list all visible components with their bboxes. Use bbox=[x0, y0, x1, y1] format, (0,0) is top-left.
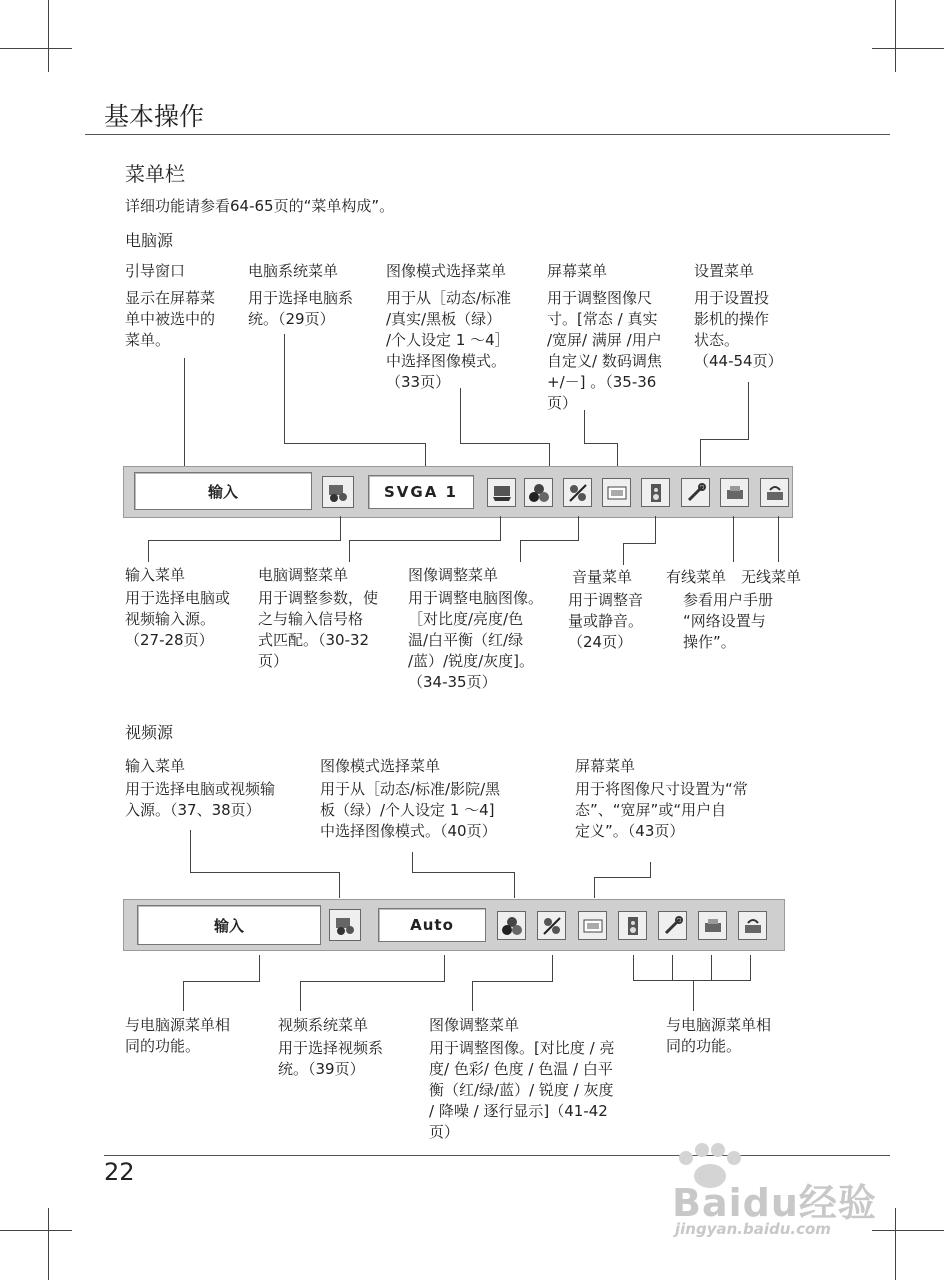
leader-line bbox=[650, 862, 651, 878]
leader-line bbox=[339, 872, 340, 898]
image-adjust-icon[interactable] bbox=[563, 478, 592, 507]
leader-line bbox=[284, 443, 425, 444]
image-mode-icon[interactable] bbox=[497, 911, 526, 940]
annotation-video-system-menu: 视频系统菜单 用于选择视频系 统。（39页） bbox=[278, 1016, 384, 1078]
leader-line bbox=[300, 981, 445, 982]
leader-line bbox=[633, 955, 634, 981]
leader-line bbox=[259, 955, 260, 982]
video-heading: 视频源 bbox=[125, 723, 174, 742]
volume-icon[interactable] bbox=[618, 911, 647, 940]
leader-line bbox=[733, 516, 734, 562]
leader-line bbox=[549, 443, 550, 467]
leader-line bbox=[520, 540, 579, 541]
annotation-video-input-menu: 输入菜单 用于选择电脑或视频输 入源。（37、38页） bbox=[125, 757, 276, 819]
annotation-volume-menu: 音量菜单 用于调整音 量或静音。 （24页） bbox=[568, 568, 644, 651]
leader-line bbox=[460, 443, 549, 444]
leader-line bbox=[183, 981, 260, 982]
leader-line bbox=[693, 980, 694, 1011]
annotation-video-image-adjust-menu: 图像调整菜单 用于调整图像。[对比度 / 亮 度/ 色彩/ 色度 / 色温 / 白平 衡（红/绿/蓝）/ 锐度 / 灰度 / 降噪 / 逐行显示]（41-42 页） bbox=[429, 1016, 615, 1141]
leader-line bbox=[584, 443, 617, 444]
leader-line bbox=[711, 955, 712, 981]
leader-line bbox=[412, 852, 413, 873]
annotation-guide-window: 引导窗口 显示在屏幕菜 单中被选中的 菜单。 bbox=[125, 262, 216, 349]
annotation-image-adjust-menu: 图像调整菜单 用于调整电脑图像。 ［对比度/亮度/色 温/白平衡（红/绿 /蓝）/锐度/灰度]。 （34-35页） bbox=[408, 566, 544, 691]
pc-adjust-icon[interactable] bbox=[487, 478, 516, 507]
leader-line bbox=[672, 955, 673, 981]
leader-line bbox=[349, 540, 350, 562]
leader-line bbox=[300, 981, 301, 1011]
footer-rule bbox=[104, 1155, 890, 1156]
leader-line bbox=[190, 830, 191, 873]
chapter-title: 基本操作 bbox=[104, 102, 205, 131]
leader-line bbox=[633, 980, 751, 981]
leader-line bbox=[578, 516, 579, 540]
leader-line bbox=[349, 540, 501, 541]
leader-line bbox=[183, 981, 184, 1011]
crop-mark bbox=[872, 1230, 944, 1231]
header-rule bbox=[85, 134, 890, 135]
screen-icon[interactable] bbox=[602, 478, 631, 507]
input-menu-icon[interactable] bbox=[322, 476, 354, 508]
leader-line bbox=[748, 382, 749, 440]
crop-mark bbox=[895, 1208, 896, 1280]
leader-line bbox=[584, 410, 585, 444]
leader-line bbox=[184, 358, 185, 466]
annotation-pc-system-menu: 电脑系统菜单 用于选择电脑系 统。（29页） bbox=[248, 262, 354, 328]
annotation-network-reference: 参看用户手册 “网络设置与 操作”。 bbox=[683, 591, 774, 651]
leader-line bbox=[425, 443, 426, 467]
intro-text: 详细功能请参看64-65页的“菜单构成”。 bbox=[125, 197, 395, 215]
annotation-same-as-computer-right: 与电脑源菜单相 同的功能。 bbox=[666, 1016, 772, 1055]
annotation-wireless-menu-title: 无线菜单 bbox=[741, 568, 802, 586]
crop-mark bbox=[0, 1230, 72, 1231]
crop-mark bbox=[48, 1208, 49, 1280]
annotation-video-screen-menu: 屏幕菜单 用于将图像尺寸设置为“常 态”、“宽屏”或“用户自 定义”。（43页） bbox=[575, 757, 748, 840]
leader-line bbox=[520, 540, 521, 562]
leader-line bbox=[617, 443, 618, 467]
volume-icon[interactable] bbox=[641, 478, 670, 507]
screen-icon[interactable] bbox=[578, 911, 607, 940]
leader-line bbox=[284, 334, 285, 444]
leader-line bbox=[700, 439, 701, 467]
annotation-same-as-computer-left: 与电脑源菜单相 同的功能。 bbox=[125, 1016, 231, 1055]
annotation-wired-menu-title: 有线菜单 bbox=[666, 568, 727, 586]
setting-icon[interactable] bbox=[681, 478, 710, 507]
crop-mark bbox=[0, 48, 72, 49]
section-title: 菜单栏 bbox=[125, 162, 185, 186]
annotation-input-menu: 输入菜单 用于选择电脑或 视频输入源。 （27-28页） bbox=[125, 566, 231, 649]
annotation-setting-menu: 设置菜单 用于设置投 影机的操作 状态。 （44-54页） bbox=[694, 262, 783, 370]
leader-line bbox=[778, 516, 779, 562]
computer-input-field: 输入 bbox=[134, 472, 312, 510]
leader-line bbox=[500, 516, 501, 540]
video-system-field: Auto bbox=[378, 908, 486, 942]
annotation-image-mode-menu: 图像模式选择菜单 用于从［动态/标准 /真实/黑板（绿） /个人设定 1 ～4］ 中选择图像模式。 （33页） bbox=[386, 262, 512, 391]
leader-line bbox=[623, 543, 624, 565]
leader-line bbox=[655, 516, 656, 544]
image-mode-icon[interactable] bbox=[524, 478, 553, 507]
crop-mark bbox=[872, 48, 944, 49]
leader-line bbox=[340, 516, 341, 540]
annotation-video-image-mode-menu: 图像模式选择菜单 用于从［动态/标准/影院/黑 板（绿）/个人设定 1 ～4] 中选择图像模式。（40页） bbox=[320, 757, 501, 840]
annotation-pc-adjust-menu: 电脑调整菜单 用于调整参数，使 之与输入信号格 式匹配。（30-32 页） bbox=[258, 566, 379, 670]
leader-line bbox=[750, 955, 751, 981]
page-number: 22 bbox=[104, 1158, 135, 1186]
leader-line bbox=[148, 540, 149, 562]
wireless-network-icon[interactable] bbox=[738, 911, 767, 940]
computer-system-field: SVGA 1 bbox=[368, 475, 474, 509]
leader-line bbox=[460, 388, 461, 444]
leader-line bbox=[148, 540, 341, 541]
image-adjust-icon[interactable] bbox=[537, 911, 566, 940]
setting-icon[interactable] bbox=[658, 911, 687, 940]
leader-line bbox=[594, 877, 595, 898]
wireless-network-icon[interactable] bbox=[760, 478, 789, 507]
input-menu-icon[interactable] bbox=[329, 909, 361, 941]
wired-network-icon[interactable] bbox=[698, 911, 727, 940]
leader-line bbox=[552, 955, 553, 982]
computer-heading: 电脑源 bbox=[125, 231, 174, 250]
leader-line bbox=[594, 877, 651, 878]
paw-logo-icon bbox=[672, 1140, 710, 1168]
leader-line bbox=[472, 981, 553, 982]
leader-line bbox=[190, 872, 339, 873]
leader-line bbox=[472, 981, 473, 1011]
leader-line bbox=[412, 872, 514, 873]
watermark-brand: Baidu经验 bbox=[672, 1181, 877, 1225]
leader-line bbox=[514, 872, 515, 898]
crop-mark bbox=[48, 0, 49, 72]
leader-line bbox=[444, 955, 445, 982]
leader-line bbox=[623, 543, 656, 544]
leader-line bbox=[700, 439, 749, 440]
watermark-url: jingyan.baidu.com bbox=[675, 1220, 831, 1238]
wired-network-icon[interactable] bbox=[720, 478, 749, 507]
video-input-field: 输入 bbox=[137, 905, 321, 945]
crop-mark bbox=[895, 0, 896, 72]
annotation-screen-menu: 屏幕菜单 用于调整图像尺 寸。[常态 / 真实 /宽屏/ 满屏 /用户 自定义/ 数码调焦 +/－] 。（35-36 页） bbox=[547, 262, 662, 412]
